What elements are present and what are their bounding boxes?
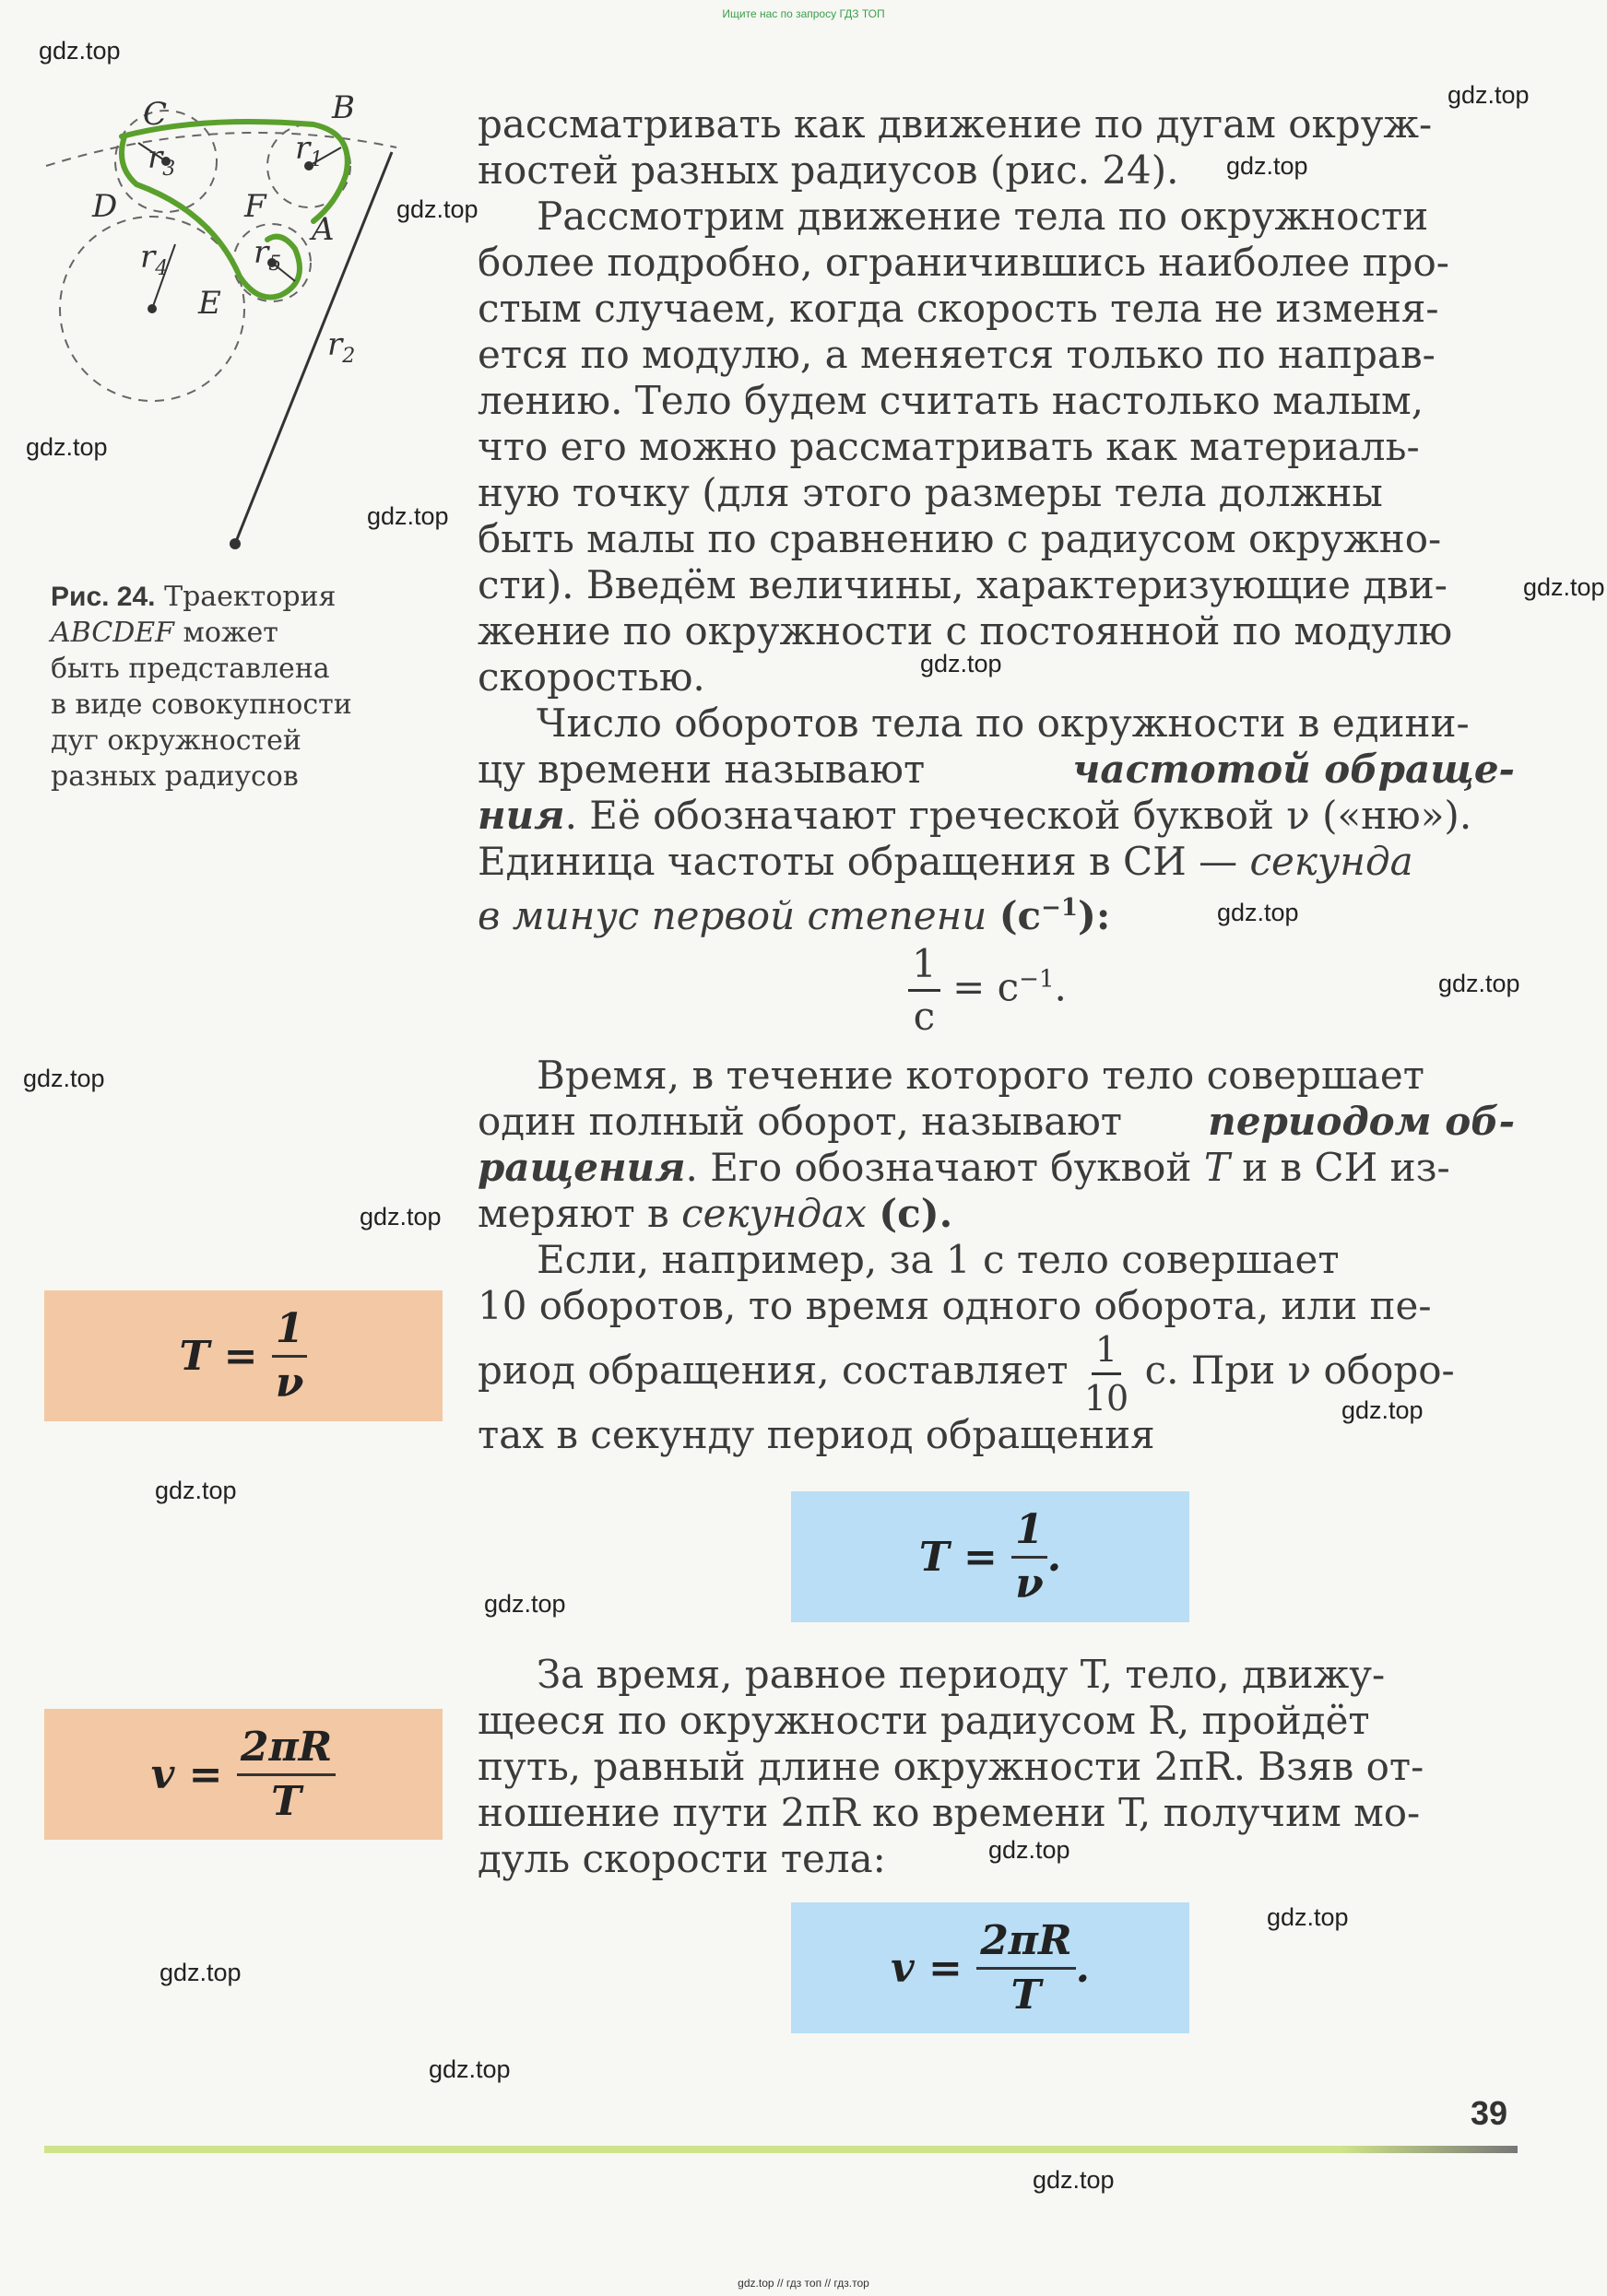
watermark[interactable]: gdz.top [160, 1959, 242, 1986]
watermark[interactable]: gdz.top [988, 1836, 1070, 1864]
watermark[interactable]: gdz.top [1523, 573, 1605, 601]
label-F: F [244, 188, 266, 225]
watermark[interactable]: gdz.top [39, 37, 121, 65]
paragraph-circular-motion: Рассмотрим движение тела по окружности более подробно, ограничившись наиболее про- стым случаем, когда скорость тела не изменя- ется по модулю, а меняется только по направ- лению. Тело будем считать настолько малым, что его можно рассматривать как материаль- ную точку (для этого размеры тела должны быть малы по сравнению с радиусом окружно- сти). Введём величины, характеризующие дви- жение по окружности с постоянной по модулю скоростью. [478, 194, 1453, 700]
paragraph-frequency: Число оборотов тела по окружности в едини- цу времени называют частотой обраще- ния. Её обозначают греческой буквой ν («ню»). Единица частоты обращения в СИ — секунда в минус первой степени $(с^{-1})$: [478, 701, 1515, 938]
center-r2 [230, 538, 241, 549]
figure-caption: Рис. 24. Траектория ABCDEF может быть представлена в виде совокупности дуг окружностей разных радиусов [51, 581, 352, 793]
watermark[interactable]: gdz.top [360, 1203, 442, 1230]
formula-speed-main: v = $\frac{2\pi R}{T}$ . [791, 1902, 1189, 2033]
paragraph-intro: рассматривать как движение по дугам окруж- ностей разных радиусов (рис. 24). [478, 101, 1433, 193]
label-C: C [143, 96, 168, 133]
label-r3: $r_3$ [148, 139, 176, 181]
term-frequency: частотой обраще- [1072, 747, 1515, 792]
watermark[interactable]: gdz.top [155, 1477, 237, 1504]
watermark[interactable]: gdz.top [920, 650, 1002, 677]
center-r4 [148, 304, 157, 313]
label-D: D [92, 188, 118, 225]
paragraph-example: Если, например, за 1 с тело совершает 10 оборотов, то время одного оборота, или пе- риод обращения, составляет $\frac{1}{10}$ с. При ν оборо- тах в секунду период обращения [478, 1237, 1455, 1457]
label-A: A [312, 211, 335, 248]
header-note: Ищите нас по запросу ГДЗ ТОП [722, 7, 885, 20]
trajectory-figure [37, 92, 461, 571]
caption-trajectory-name: ABCDEF [51, 617, 174, 649]
watermark[interactable]: gdz.top [367, 502, 449, 530]
formula-period-main: T = $\frac{1}{\nu}$ . [791, 1491, 1189, 1622]
page-number: 39 [1471, 2094, 1508, 2132]
watermark[interactable]: gdz.top [1217, 899, 1299, 926]
watermark[interactable]: gdz.top [1267, 1903, 1349, 1931]
watermark[interactable]: gdz.top [1226, 152, 1308, 180]
watermark[interactable]: gdz.top [484, 1590, 566, 1618]
label-r4: $r_4$ [140, 239, 169, 280]
watermark[interactable]: gdz.top [1447, 81, 1530, 109]
label-r1: $r_1$ [295, 130, 324, 171]
unit-formula: $\frac{1}{с}$ = $с^{-1}$. [908, 945, 1067, 1036]
label-r2: $r_2$ [327, 326, 356, 368]
watermark[interactable]: gdz.top [1438, 970, 1520, 997]
label-r5: $r_5$ [254, 234, 282, 276]
watermark[interactable]: gdz.top [429, 2055, 511, 2083]
formula-period-side: T = $\frac{1}{\nu}$ [44, 1290, 443, 1421]
label-E: E [198, 285, 221, 322]
label-B: B [332, 92, 355, 126]
watermark[interactable]: gdz.top [23, 1065, 105, 1092]
caption-label: Рис. 24. [51, 582, 156, 612]
watermark[interactable]: gdz.top [1341, 1396, 1424, 1424]
watermark[interactable]: gdz.top [26, 433, 108, 461]
footer-note: gdz.top // гдз топ // гдз.тор [738, 2277, 869, 2290]
footer-rule [44, 2146, 1518, 2153]
formula-speed-side: v = $\frac{2\pi R}{T}$ [44, 1709, 443, 1840]
watermark[interactable]: gdz.top [1033, 2166, 1115, 2194]
watermark[interactable]: gdz.top [396, 195, 479, 223]
paragraph-period: Время, в течение которого тело совершает один полный оборот, называют периодом об- ращения. Его обозначают буквой T и в СИ из- меряют в секундах (с). [478, 1053, 1515, 1236]
paragraph-speed: За время, равное периоду T, тело, движу- щееся по окружности радиусом R, пройдёт путь, равный длине окружности 2πR. Взяв от- ношение пути 2πR ко времени T, получим мо- дуль скорости тела: [478, 1652, 1424, 1881]
term-period: периодом об- [1208, 1099, 1515, 1144]
